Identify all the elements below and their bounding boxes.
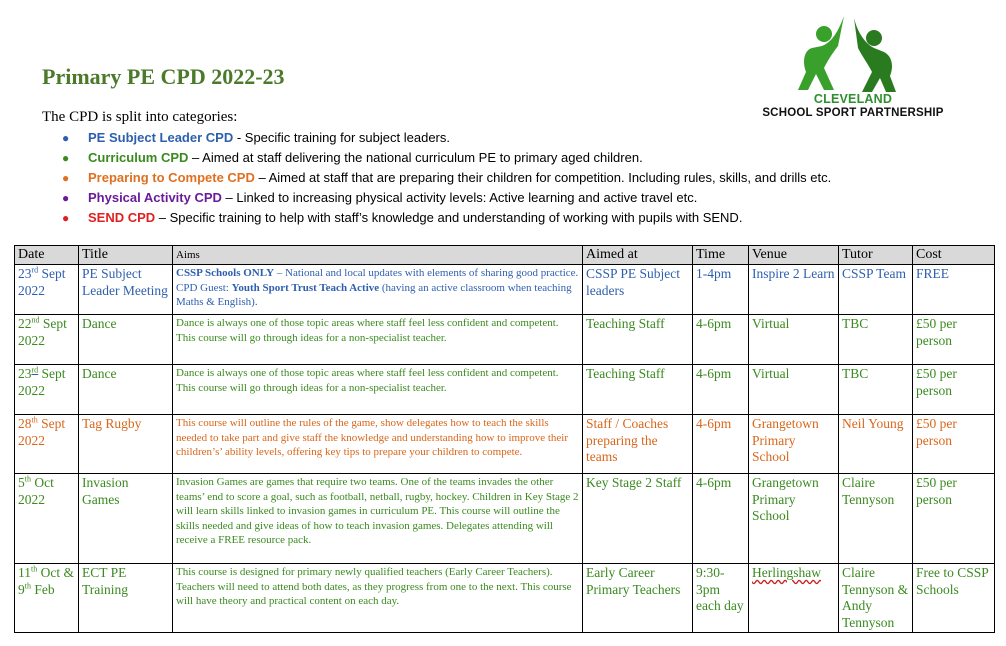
bullet-icon: ● [62,131,70,145]
logo-figures-icon [758,14,948,94]
cell-venue: Virtual [749,365,839,415]
intro-text: The CPD is split into categories: [42,109,238,125]
category-name: Physical Activity CPD [88,190,222,205]
cell-date: 28th Sept 2022 [15,415,79,474]
bullet-icon: ● [62,191,70,205]
cell-cost: £50 per person [913,315,995,365]
table-row [15,564,995,633]
category-name: SEND CPD [88,210,156,225]
category-item [62,148,831,168]
category-desc: - Specific training for subject leaders. [233,130,450,145]
category-desc: – Aimed at staff that are preparing their children for competition. Including rules, skills, and drills etc. [254,170,832,185]
cell-venue: Grangetown Primary School [749,415,839,474]
cell-aims: Dance is always one of those topic areas where staff feel less confident and competent. This course will go through ideas for a non-specialist teacher. [173,315,583,365]
table-row [15,415,995,474]
category-name: Curriculum CPD [88,150,189,165]
cell-title: Tag Rugby [79,415,173,474]
cell-aims: Dance is always one of those topic areas where staff feel less confident and competent. This course will go through ideas for a non-specialist teacher. [173,365,583,415]
logo-line-1: CLEVELAND [813,92,893,106]
bullet-icon: ● [62,211,70,225]
category-list [62,128,831,228]
cell-tutor: TBC [839,365,913,415]
cell-title: Dance [79,365,173,415]
cpd-schedule-table [14,245,995,633]
cell-aims: This course will outline the rules of the game, show delegates how to teach the skills needed to take part and give staff the knowledge and understanding how to improve their children’s’ ability levels, offering key tips to prepare your children to compete. [173,415,583,474]
cell-tutor: CSSP Team [839,265,913,315]
cell-aims: Invasion Games are games that require two teams. One of the teams invades the other teams’ end to score a goal, such as football, netball, rugby, hockey. Children in Key Stage 2 will learn skills linked to invasion games in curriculum PE. This course will outline the skills needed and give ideas of how to teach invasion games. Delegates attending will receive a FREE resource pack. [173,474,583,564]
cell-tutor: TBC [839,315,913,365]
header-date: Date [15,246,79,265]
cell-tutor: Neil Young [839,415,913,474]
cell-title: ECT PE Training [79,564,173,633]
cell-date: 11th Oct & 9th Feb [15,564,79,633]
table-row [15,315,995,365]
category-desc: – Linked to increasing physical activity levels: Active learning and active travel etc. [221,190,698,205]
cell-venue: Herlingshaw [749,564,839,633]
cell-time: 4-6pm [693,315,749,365]
logo-line-2: SCHOOL SPORT PARTNERSHIP [762,107,944,119]
cell-aimed-at: Early Career Primary Teachers [583,564,693,633]
cell-time: 4-6pm [693,365,749,415]
cell-time: 4-6pm [693,474,749,564]
cell-title: PE Subject Leader Meeting [79,265,173,315]
table-header-row [15,246,995,265]
table-row [15,474,995,564]
cell-venue: Grangetown Primary School [749,474,839,564]
cell-aimed-at: CSSP PE Subject leaders [583,265,693,315]
category-item [62,168,831,188]
table-row [15,265,995,315]
cell-cost: £50 per person [913,365,995,415]
cell-date: 22nd Sept 2022 [15,315,79,365]
cell-venue: Inspire 2 Learn [749,265,839,315]
cleveland-ssp-logo [758,14,948,124]
header-aims: Aims [173,246,583,265]
header-title: Title [79,246,173,265]
cell-aimed-at: Staff / Coaches preparing the teams [583,415,693,474]
cell-aims: This course is designed for primary newly qualified teachers (Early Career Teachers). Teachers will need to attend both dates, as they progress from one to the next. This course will have theory and practical content on each day. [173,564,583,633]
cell-aims: CSSP Schools ONLY – National and local updates with elements of sharing good practice. CPD Guest: Youth Sport Trust Teach Active (having an active classroom when teaching Maths & English). [173,265,583,315]
category-desc: – Specific training to help with staff’s knowledge and understanding of working with pupils with SEND. [155,210,743,225]
cell-title: Dance [79,315,173,365]
cell-time: 4-6pm [693,415,749,474]
cell-cost: Free to CSSP Schools [913,564,995,633]
header-venue: Venue [749,246,839,265]
cell-title: Invasion Games [79,474,173,564]
document-title: Primary PE CPD 2022-23 [42,64,285,89]
cell-aimed-at: Teaching Staff [583,315,693,365]
cell-date: 5th Oct 2022 [15,474,79,564]
header-aimed-at: Aimed at [583,246,693,265]
cell-tutor: Claire Tennyson [839,474,913,564]
category-item [62,208,831,228]
category-name: Preparing to Compete CPD [88,170,255,185]
cell-time: 9:30-3pm each day [693,564,749,633]
cell-cost: FREE [913,265,995,315]
header-cost: Cost [913,246,995,265]
cell-venue: Virtual [749,315,839,365]
cell-tutor: Claire Tennyson & Andy Tennyson [839,564,913,633]
bullet-icon: ● [62,171,70,185]
category-name: PE Subject Leader CPD [88,130,234,145]
header-time: Time [693,246,749,265]
cell-date: 23rd Sept 2022 [15,265,79,315]
cell-aimed-at: Key Stage 2 Staff [583,474,693,564]
category-item [62,128,831,148]
cell-aimed-at: Teaching Staff [583,365,693,415]
cell-cost: £50 per person [913,474,995,564]
cell-date: 23rd Sept 2022 [15,365,79,415]
header-tutor: Tutor [839,246,913,265]
category-item [62,188,831,208]
cell-time: 1-4pm [693,265,749,315]
table-row [15,365,995,415]
cell-cost: £50 per person [913,415,995,474]
category-desc: – Aimed at staff delivering the national curriculum PE to primary aged children. [188,150,643,165]
bullet-icon: ● [62,151,70,165]
